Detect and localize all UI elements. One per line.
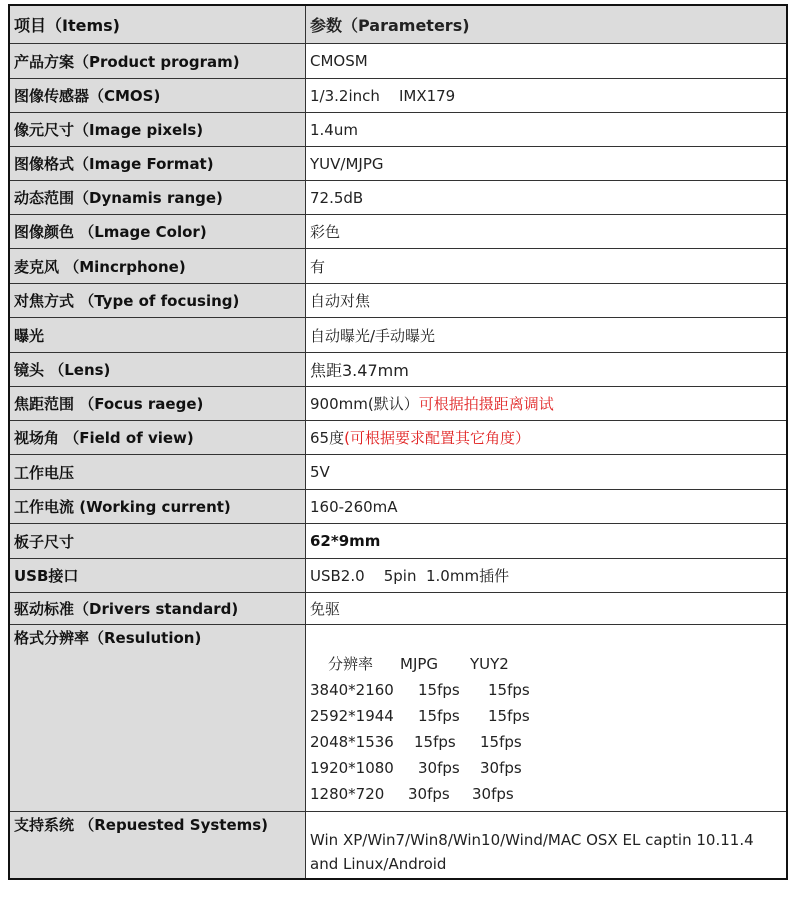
items-header: 项目（Items) [10, 6, 306, 43]
mjpg-fps: 15fps [418, 707, 460, 725]
item-value: 1/3.2inch IMX179 [306, 79, 786, 112]
yuy2-fps: 15fps [488, 707, 530, 725]
table-row [10, 490, 786, 524]
mjpg-fps: 30fps [418, 759, 460, 777]
table-row [10, 284, 786, 318]
table-row [10, 524, 786, 559]
item-label: 图像传感器（CMOS) [10, 79, 306, 112]
item-label: 动态范围（Dynamis range) [10, 181, 306, 214]
resolution-col-label: 分辨率 [328, 655, 374, 673]
item-label: 产品方案（Product program) [10, 44, 306, 78]
resolution-value: 3840*2160 [310, 681, 394, 699]
table-row [10, 559, 786, 593]
item-label: 麦克风 （Mincrphone) [10, 249, 306, 283]
item-value: 160-260mA [306, 490, 786, 523]
table-row [10, 113, 786, 147]
item-label: 视场角 （Field of view) [10, 421, 306, 454]
item-label: 工作电压 [10, 455, 306, 489]
item-label: 格式分辨率（Resulution) [10, 625, 306, 811]
item-label: 板子尺寸 [10, 524, 306, 558]
item-value: 1.4um [306, 113, 786, 146]
item-label: 焦距范围 （Focus raege) [10, 387, 306, 420]
item-label: 图像格式（Image Format) [10, 147, 306, 180]
table-row [10, 181, 786, 215]
yuy2-fps: 30fps [480, 759, 522, 777]
mjpg-fps: 15fps [414, 733, 456, 751]
parameter-table [8, 4, 788, 880]
table-row [10, 353, 786, 387]
item-value: 自动对焦 [306, 284, 786, 317]
item-value: 5V [306, 455, 786, 489]
item-value: USB2.0 5pin 1.0mm插件 [306, 559, 786, 592]
item-value: 65度 [310, 429, 345, 447]
table-row [10, 421, 786, 455]
item-label: 驱动标准（Drivers standard) [10, 593, 306, 624]
resolution-value: 2048*1536 [310, 733, 394, 751]
item-value: YUV/MJPG [306, 147, 786, 180]
item-value-group [306, 421, 786, 454]
table-row [10, 318, 786, 353]
item-label: 支持系统 （Repuested Systems) [10, 812, 306, 878]
item-label: 像元尺寸（Image pixels) [10, 113, 306, 146]
resolution-value: 2592*1944 [310, 707, 394, 725]
item-value-group [306, 387, 786, 420]
item-value: 有 [306, 249, 786, 283]
resolution-table [306, 625, 786, 811]
item-value: 焦距3.47mm [306, 353, 786, 386]
item-label: 工作电流 (Working current) [10, 490, 306, 523]
resolution-entry [310, 729, 540, 755]
yuy2-fps: 15fps [488, 681, 530, 699]
table-row [10, 593, 786, 625]
item-label: 曝光 [10, 318, 306, 352]
resolution-header [310, 651, 530, 677]
mjpg-fps: 15fps [418, 681, 460, 699]
table-header-row [10, 6, 786, 44]
resolution-entry [310, 781, 532, 807]
item-value: 彩色 [306, 215, 786, 248]
resolution-row [10, 625, 786, 812]
resolution-value: 1280*720 [310, 785, 385, 803]
item-label: USB接口 [10, 559, 306, 592]
table-row [10, 455, 786, 490]
item-value-note: 可根据拍摄距离调试 [418, 395, 554, 413]
item-value: 62*9mm [306, 524, 786, 558]
item-value: 900mm(默认） [310, 395, 419, 413]
mjpg-col-label: MJPG [400, 655, 439, 673]
yuy2-fps: 15fps [480, 733, 522, 751]
table-row [10, 249, 786, 284]
table-row [10, 44, 786, 79]
item-value: 自动曝光/手动曝光 [306, 318, 786, 352]
systems-value: Win XP/Win7/Win8/Win10/Wind/MAC OSX EL captin 10.11.4 and Linux/Android [306, 812, 786, 878]
table-row [10, 79, 786, 113]
yuy2-fps: 30fps [472, 785, 514, 803]
item-value: CMOSM [306, 44, 786, 78]
resolution-entry [310, 755, 540, 781]
item-label: 对焦方式 （Type of focusing) [10, 284, 306, 317]
yuy2-col-label: YUY2 [470, 655, 509, 673]
resolution-entry [310, 677, 548, 703]
systems-row [10, 812, 786, 878]
resolution-entry [310, 703, 548, 729]
item-value-note: (可根据要求配置其它角度） [344, 429, 530, 447]
resolution-value: 1920*1080 [310, 759, 394, 777]
item-label: 镜头 （Lens) [10, 353, 306, 386]
mjpg-fps: 30fps [408, 785, 450, 803]
parameters-header: 参数（Parameters) [306, 6, 786, 43]
table-row [10, 147, 786, 181]
item-label: 图像颜色 （Lmage Color) [10, 215, 306, 248]
table-row [10, 215, 786, 249]
item-value: 72.5dB [306, 181, 786, 214]
table-row [10, 387, 786, 421]
item-value: 免驱 [306, 593, 786, 624]
